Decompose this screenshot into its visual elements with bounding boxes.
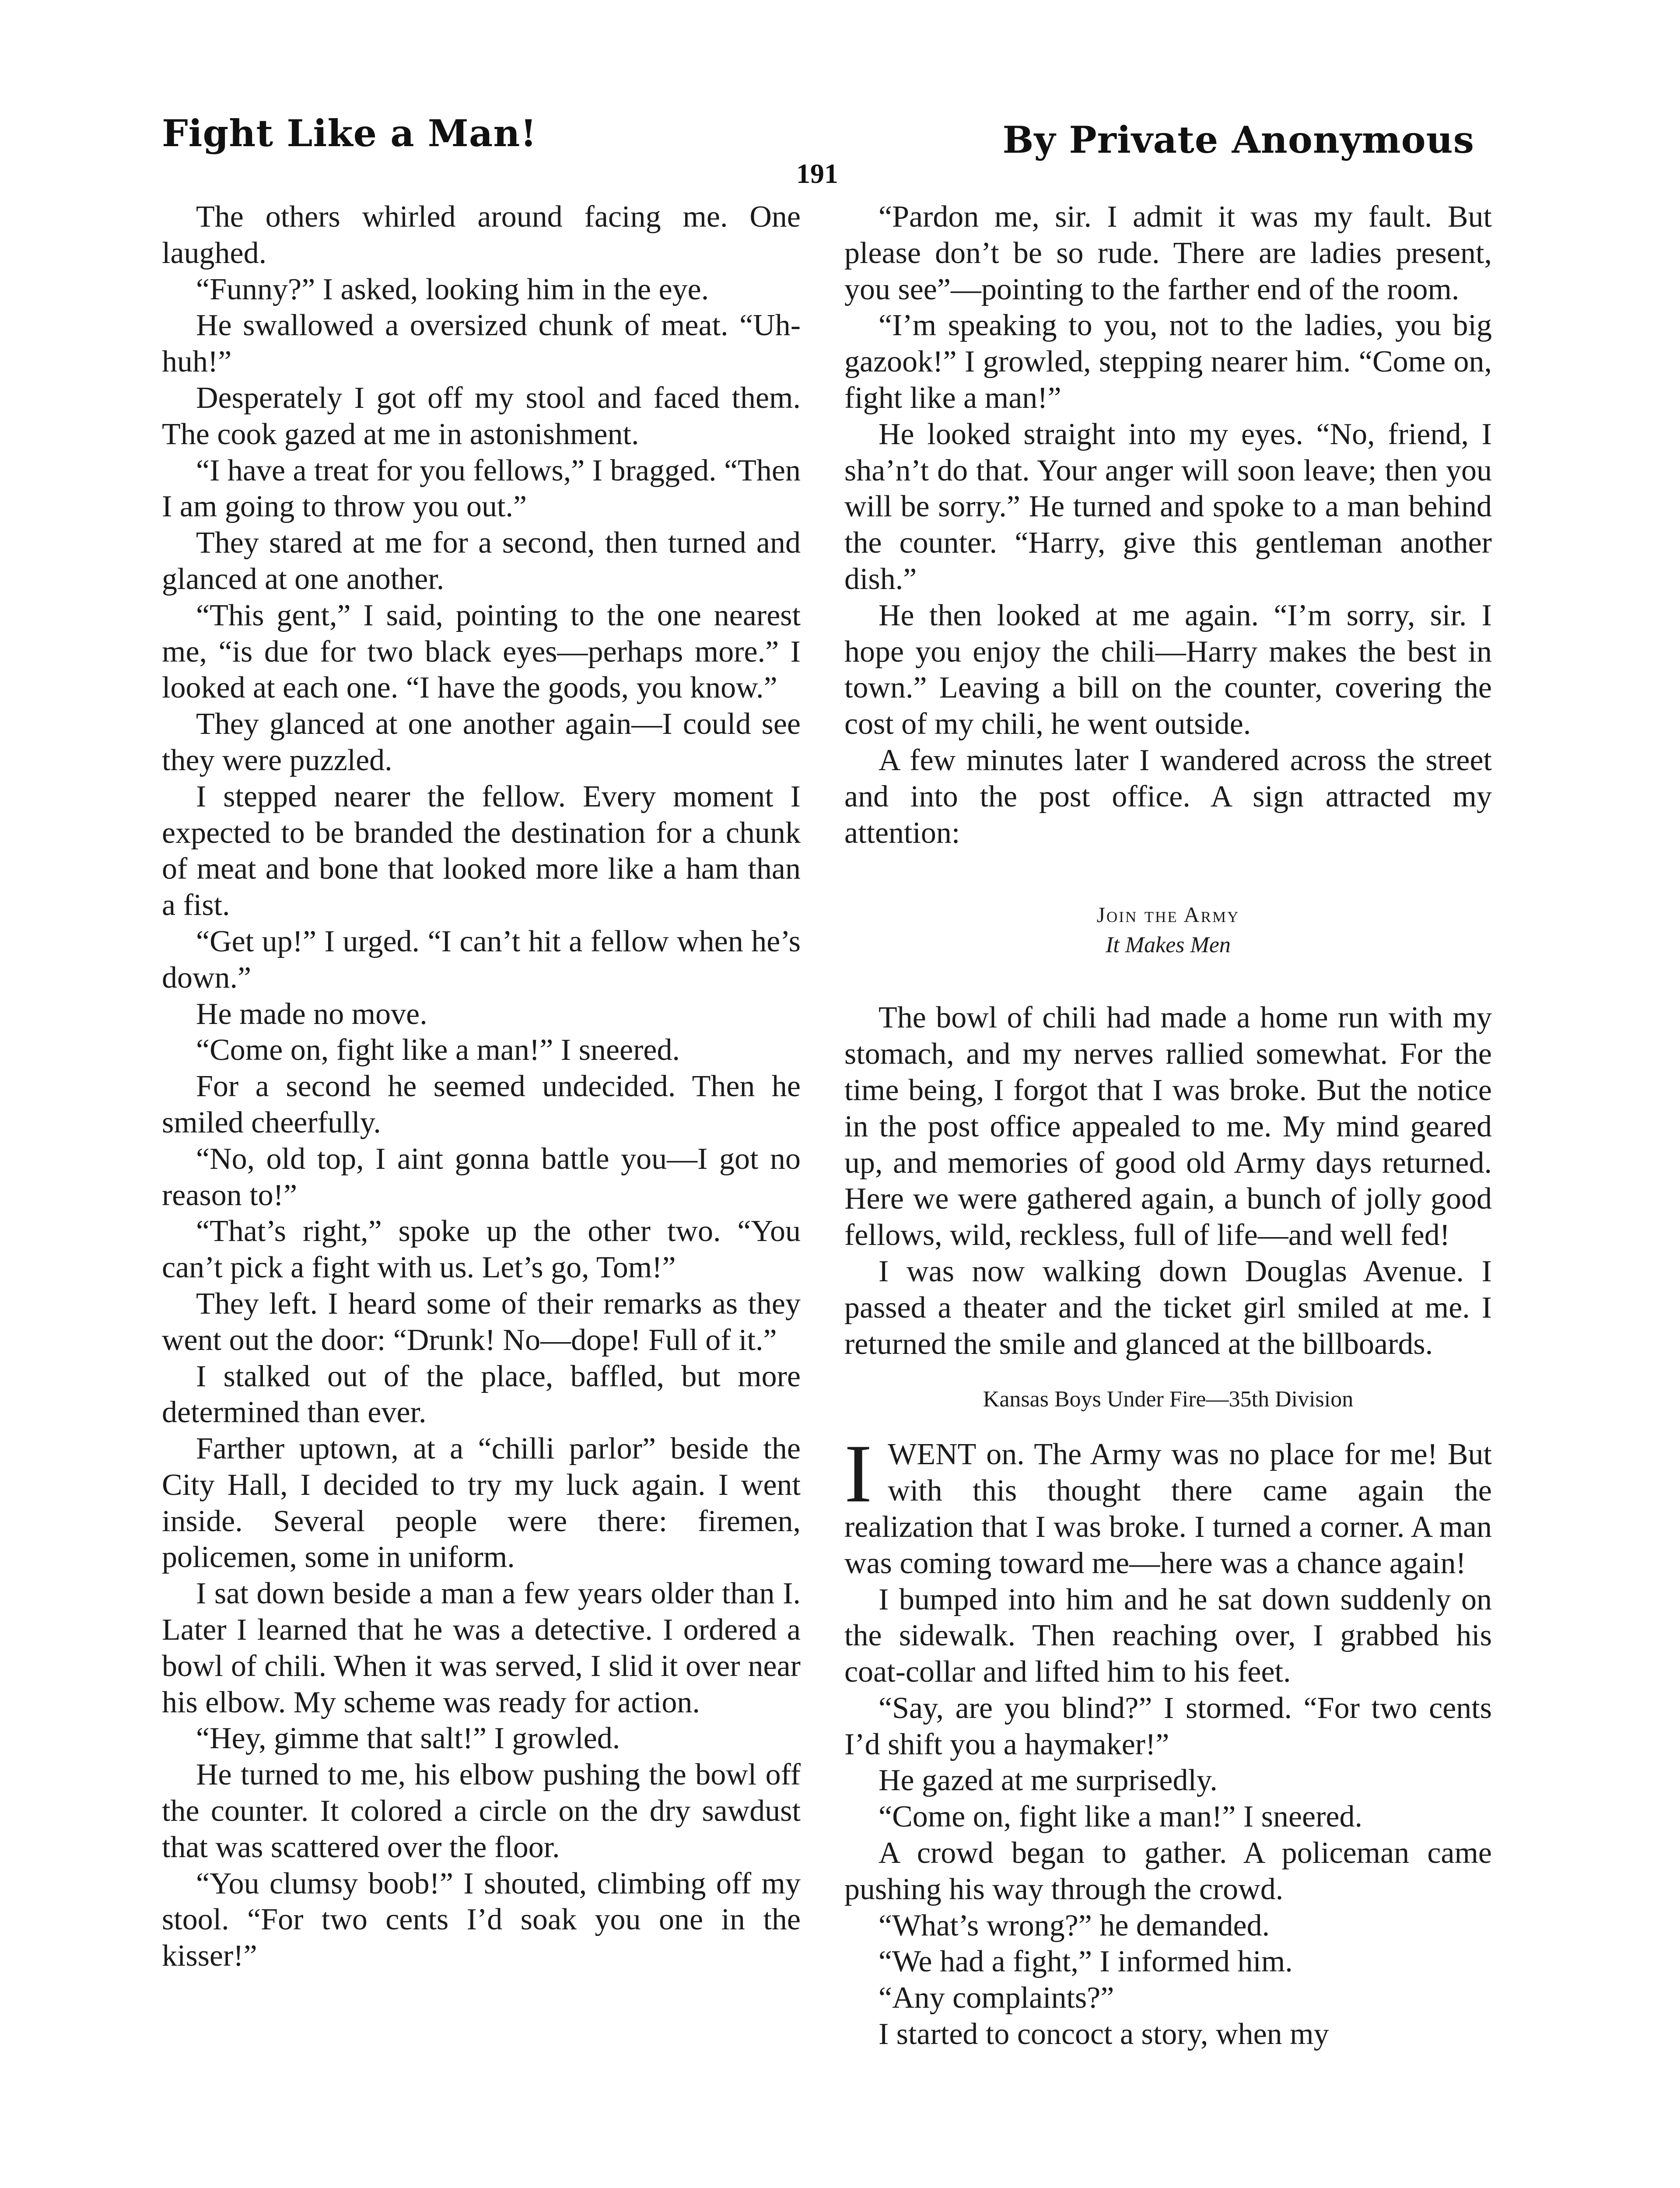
paragraph: “No, old top, I aint gonna battle you—I got no reason to!”	[162, 1142, 801, 1212]
paragraph: “This gent,” I said, pointing to the one nearest me, “is due for two black eyes—perhaps more.” I looked at each one. “I have the goods, you know.”	[162, 598, 801, 705]
paragraph: “Come on, fight like a man!” I sneered.	[196, 1033, 680, 1067]
page-number: 191	[796, 158, 838, 189]
paragraph: He made no move.	[196, 997, 427, 1031]
dropcap-rest: on. The Army was no place for me! But with this thought there came again the realization that I was broke. I turned a corner. A man was coming toward me—here was a chance again!	[844, 1438, 1492, 1580]
paragraph: I sat down beside a man a few years older than I. Later I learned that he was a detective. I ordered a bowl of chili. When it was served, I slid it over near his elbow. My scheme was ready for action.	[162, 1577, 801, 1719]
paragraph: “Funny?” I asked, looking him in the eye.	[196, 272, 709, 306]
paragraph: The bowl of chili had made a home run with my stomach, and my nerves rallied somewhat. For the time being, I forgot that I was broke. But the notice in the post office appealed to me. My mind geared up, and memories of good old Army days returned. Here we were gathered again, a bunch of jolly good fellows, wild, reckless, full of life—and well fed!	[844, 1001, 1492, 1252]
paragraph: I bumped into him and he sat down suddenly on the sidewalk. Then reaching over, I grabbed his coat-collar and lifted him to his feet.	[844, 1582, 1492, 1689]
dropcap-smallcaps: WENT	[888, 1438, 976, 1472]
notice-line-2: It Makes Men	[1106, 933, 1231, 958]
paragraph: He then looked at me again. “I’m sorry, sir. I hope you enjoy the chili—Harry makes the best in town.” Leaving a bill on the counter, covering the cost of my chili, he went outside.	[844, 598, 1492, 741]
right-column	[844, 199, 1492, 2053]
paragraph: They stared at me for a second, then turned and glanced at one another.	[162, 526, 801, 596]
paragraph: They left. I heard some of their remarks as they went out the door: “Drunk! No—dope! Full of it.”	[162, 1287, 801, 1357]
paragraph: I stepped nearer the fellow. Every moment I expected to be branded the destination for a chunk of meat and bone that looked more like a ham than a fist.	[162, 779, 801, 922]
paragraph: “Pardon me, sir. I admit it was my fault. But please don’t be so rude. There are ladies present, you see”—pointing to the farther end of the room.	[844, 200, 1492, 306]
paragraph: Farther uptown, at a “chilli parlor” beside the City Hall, I decided to try my luck again. I went inside. Several people were there: firemen, policemen, some in uniform.	[162, 1432, 801, 1574]
paragraph: The others whirled around facing me. One laughed.	[162, 200, 801, 270]
paragraph: A crowd began to gather. A policeman came pushing his way through the crowd.	[844, 1836, 1492, 1906]
paragraph: “I’m speaking to you, not to the ladies, you big gazook!” I growled, stepping nearer him. “Come on, fight like a man!”	[844, 309, 1492, 415]
paragraph: He turned to me, his elbow pushing the bowl off the counter. It colored a circle on the dry sawdust that was scattered over the floor.	[162, 1758, 801, 1864]
paragraph: “Any complaints?”	[878, 1981, 1114, 2015]
paragraph: I was now walking down Douglas Avenue. I passed a theater and the ticket girl smiled at me. I returned the smile and glanced at the billboards.	[844, 1254, 1492, 1361]
paragraph: Desperately I got off my stool and faced them. The cook gazed at me in astonishment.	[162, 381, 801, 451]
paragraph: They glanced at one another again—I could see they were puzzled.	[162, 707, 801, 777]
drop-cap-initial: I	[844, 1428, 872, 1520]
paragraph: “You clumsy boob!” I shouted, climbing off my stool. “For two cents I’d soak you one in the kisser!”	[162, 1866, 801, 1973]
paragraph: “I have a treat for you fellows,” I bragged. “Then I am going to throw you out.”	[162, 453, 801, 524]
paragraph: I started to concoct a story, when my	[878, 2017, 1329, 2051]
story-title: Fight Like a Man!	[162, 112, 537, 155]
paragraph: He looked straight into my eyes. “No, friend, I sha’n’t do that. Your anger will soon leave; then you will be sorry.” He turned and spoke to a man behind the counter. “Harry, give this gentleman another dish.”	[844, 417, 1492, 596]
paragraph: He gazed at me surprisedly.	[878, 1764, 1218, 1798]
section-subhead: Kansas Boys Under Fire—35th Division	[983, 1387, 1354, 1412]
paragraph: “Say, are you blind?” I stormed. “For two cents I’d shift you a haymaker!”	[844, 1691, 1492, 1761]
paragraph: For a second he seemed undecided. Then he smiled cheerfully.	[162, 1069, 801, 1140]
paragraph: “We had a fight,” I informed him.	[878, 1945, 1293, 1979]
paragraph: “Hey, gimme that salt!” I growled.	[196, 1722, 620, 1756]
paragraph: “Come on, fight like a man!” I sneered.	[878, 1800, 1362, 1834]
paragraph: I stalked out of the place, baffled, but more determined than ever.	[162, 1359, 801, 1430]
paragraph: “What’s wrong?” he demanded.	[878, 1908, 1270, 1943]
paragraph: A few minutes later I wandered across the street and into the post office. A sign attracted my attention:	[844, 743, 1492, 850]
paragraph: “Get up!” I urged. “I can’t hit a fellow when he’s down.”	[162, 924, 801, 995]
army-notice	[844, 899, 1492, 961]
paragraph: He swallowed a oversized chunk of meat. “Uh-huh!”	[162, 309, 801, 379]
paragraph: “That’s right,” spoke up the other two. “You can’t pick a fight with us. Let’s go, Tom!”	[162, 1214, 801, 1285]
left-column	[162, 199, 801, 1974]
notice-line-1: Join the Army	[1096, 902, 1240, 927]
story-byline: By Private Anonymous	[1002, 118, 1474, 161]
dropcap-paragraph	[844, 1428, 1492, 1581]
